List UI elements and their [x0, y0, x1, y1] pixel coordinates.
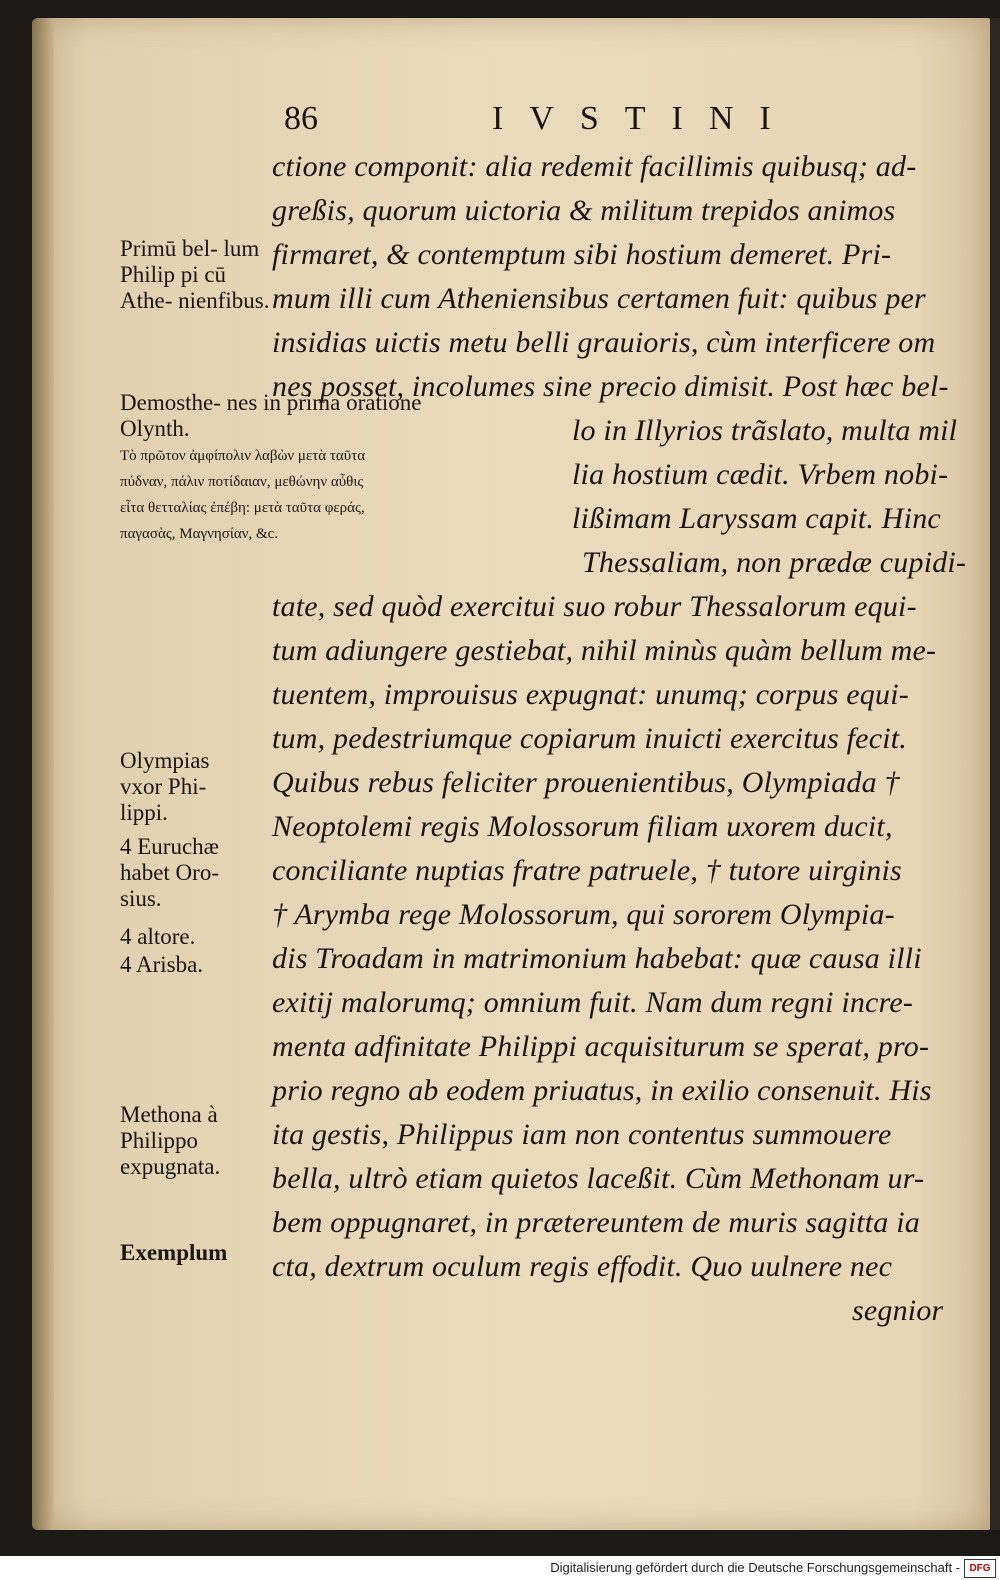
catchword: segnior [852, 1294, 944, 1327]
text-line: bella, ultrò etiam quietos laceßit. Cùm Methonam ur- [272, 1162, 925, 1195]
margin-note: Demosthe- nes in prima oratione Olynth. [120, 390, 422, 441]
dfg-logo: DFG [964, 1559, 996, 1578]
text-line: firmaret, & contemptum sibi hostium demeret. Pri- [272, 238, 892, 271]
running-title: IVSTINI [492, 100, 797, 137]
page-header [32, 100, 990, 150]
text-line: ita gestis, Philippus iam non contentus summouere [272, 1118, 892, 1151]
text-line: mum illi cum Atheniensibus certamen fuit: quibus per [272, 282, 926, 315]
text-line: Thessaliam, non prædæ cupidi- [582, 546, 967, 579]
greek-quote-line: πύδναν, πάλιν ποτίδαιαν, μεθώνην αὖθις [120, 474, 364, 490]
greek-quote-line: Τὸ πρῶτον ἀμφίπολιν λαβὼν μετὰ ταῦτα [120, 448, 366, 464]
text-line: lia hostium cædit. Vrbem nobi- [572, 458, 949, 491]
footer-credit: Digitalisierung gefördert durch die Deutsche Forschungsgemeinschaft - [550, 1560, 960, 1575]
text-line: insidias uictis metu belli grauioris, cùm interficere om [272, 326, 936, 359]
text-line: † Arymba rege Molossorum, qui sororem Olympia- [272, 898, 895, 931]
margin-note: Exemplum [120, 1240, 228, 1265]
digitization-footer [0, 1556, 1000, 1580]
greek-quote-line: εἶτα θετταλίας ἐπέβη: μετὰ ταῦτα φεράς, [120, 500, 365, 516]
text-line: lißimam Laryssam capit. Hinc [572, 502, 941, 535]
book-page [32, 18, 990, 1530]
margin-note: 4 Euruchæ habet Oro- sius. [120, 834, 220, 911]
text-line: Neoptolemi regis Molossorum filiam uxorem ducit, [272, 810, 893, 843]
text-line: prio regno ab eodem priuatus, in exilio consenuit. His [272, 1074, 932, 1107]
text-line: nes posset, incolumes sine precio dimisit. Post hæc bel- [272, 370, 949, 403]
margin-note: Primū bel- lum Philip pi cū Athe- nienfibus. [120, 236, 270, 313]
text-line: tuentem, improuisus expugnat: unumq; corpus equi- [272, 678, 909, 711]
text-line: exitij malorumq; omnium fuit. Nam dum regni incre- [272, 986, 914, 1019]
text-line: ctione componit: alia redemit facillimis quibusq; ad- [272, 150, 917, 183]
text-line: conciliante nuptias fratre patruele, † tutore uirginis [272, 854, 902, 887]
page-edge [990, 18, 1000, 1530]
text-line: greßis, quorum uictoria & militum trepidos animos [272, 194, 896, 227]
text-line: cta, dextrum oculum regis effodit. Quo uulnere nec [272, 1250, 893, 1283]
page-number: 86 [284, 100, 318, 137]
page-gutter [32, 18, 54, 1530]
text-line: tate, sed quòd exercitui suo robur Thessalorum equi- [272, 590, 917, 623]
margin-note: 4 altore. [120, 924, 196, 949]
text-line: lo in Illyrios trãslato, multa mil [572, 414, 958, 447]
margin-note: Olympias vxor Phi- lippi. [120, 748, 210, 825]
text-line: menta adfinitate Philippi acquisiturum se sperat, pro- [272, 1030, 930, 1063]
text-line: tum, pedestriumque copiarum inuicti exercitus fecit. [272, 722, 907, 755]
margin-note: Methona à Philippo expugnata. [120, 1102, 221, 1179]
greek-quote-line: παγασὰς, Μαγνησίαν, &c. [120, 526, 279, 542]
margin-note: 4 Arisba. [120, 952, 204, 977]
text-line: Quibus rebus feliciter prouenientibus, Olympiada † [272, 766, 900, 799]
text-line: bem oppugnaret, in prætereuntem de muris sagitta ia [272, 1206, 920, 1239]
text-line: dis Troadam in matrimonium habebat: quæ causa illi [272, 942, 922, 975]
text-line: tum adiungere gestiebat, nihil minùs quàm bellum me- [272, 634, 937, 667]
